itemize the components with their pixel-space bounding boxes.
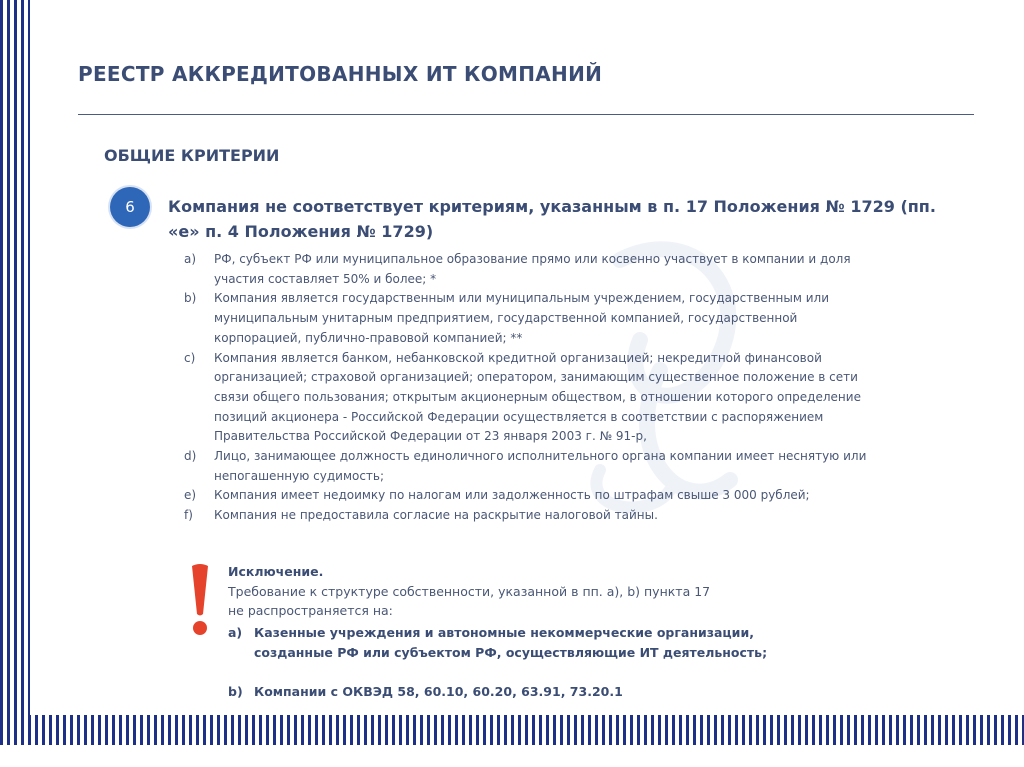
list-marker: b)	[228, 684, 243, 699]
list-marker: b)	[184, 291, 197, 306]
list-item-text: Компания является банком, небанковской кредитной организацией; некредитной финансовой организацией; страховой организацией; оператором, занимающим существенное положение в сети связи общего пользования; открытым акционерным обществом, в отношении которого определение позиций акционера - Российской Федерации осуществляется в соответствии с распоряжением Правительства Российской Федерации от 23 января 2003 г. № 91-р,	[214, 350, 861, 444]
slide-title: РЕЕСТР АККРЕДИТОВАННЫХ ИТ КОМПАНИЙ	[78, 62, 603, 86]
left-stripe-border	[0, 0, 30, 767]
list-item-text: Компания не предоставила согласие на раскрытие налоговой тайны.	[214, 508, 658, 523]
list-marker: f)	[184, 508, 193, 523]
criterion-number-badge: 6	[110, 187, 150, 227]
list-item-text: Лицо, занимающее должность единоличного исполнительного органа компании имеет неснятую или непогашенную судимость;	[214, 449, 867, 483]
section-title: ОБЩИЕ КРИТЕРИИ	[104, 146, 280, 165]
list-marker: c)	[184, 350, 196, 365]
list-item-text: Компании с ОКВЭД 58, 60.10, 60.20, 63.91, 73.20.1	[254, 684, 623, 699]
exclamation-icon	[186, 562, 214, 638]
exception-intro: Требование к структуре собственности, указанной в пп. а), b) пункта 17 не распространяется на:	[228, 583, 711, 618]
list-marker: d)	[184, 449, 197, 464]
bottom-edge	[0, 745, 1024, 767]
title-divider	[78, 114, 974, 115]
list-item	[184, 250, 884, 289]
bottom-stripe-border	[0, 715, 1024, 745]
list-item-text: Компания имеет недоимку по налогам или задолженность по штрафам свыше 3 000 рублей;	[214, 488, 810, 503]
list-item	[184, 506, 884, 526]
list-item	[184, 349, 884, 448]
list-marker: e)	[184, 488, 197, 503]
list-item-text: Казенные учреждения и автономные некоммерческие организации, созданные РФ или субъектом РФ, осуществляющие ИТ деятельность;	[254, 625, 768, 660]
exception-heading: Исключение.	[228, 564, 324, 579]
list-item	[228, 623, 828, 662]
criteria-list	[184, 250, 884, 526]
list-item	[184, 486, 884, 506]
list-item	[184, 289, 884, 348]
exception-list	[228, 623, 828, 702]
criterion-heading: Компания не соответствует критериям, указанным в п. 17 Положения № 1729 (пп. «е» п. 4 Положения № 1729)	[168, 197, 936, 241]
exception-block	[228, 562, 828, 621]
list-item-text: Компания является государственным или муниципальным учреждением, государственным или муниципальным унитарным предприятием, государственной компанией, государственной корпорацией, публично-правовой компанией; **	[214, 291, 829, 345]
list-item	[184, 447, 884, 486]
list-marker: a)	[228, 625, 243, 640]
list-item-text: РФ, субъект РФ или муниципальное образование прямо или косвенно участвует в компании и доля участия составляет 50% и более; *	[214, 252, 851, 286]
list-item	[228, 682, 828, 702]
list-marker: a)	[184, 252, 197, 266]
